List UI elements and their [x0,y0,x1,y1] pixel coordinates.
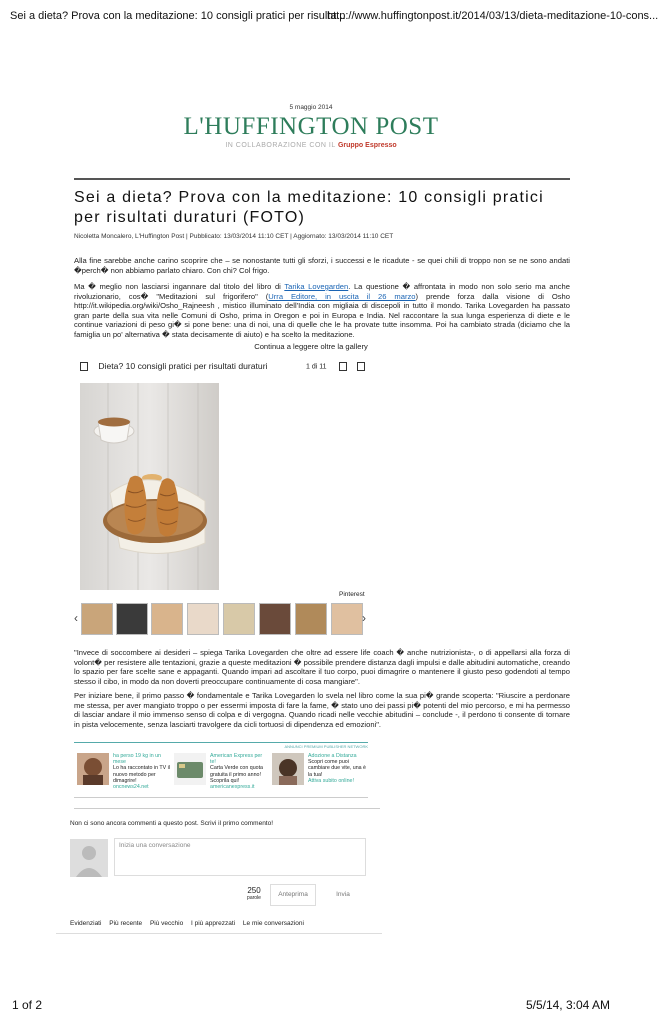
print-datetime: 5/5/14, 3:04 AM [525,998,610,1012]
masthead-date: 5 maggio 2014 [289,104,333,111]
avatar [70,839,108,877]
masthead-subtitle [0,142,622,149]
gallery-header [80,361,327,371]
ad-source[interactable]: oncnews24.net [113,784,149,791]
word-counter [244,886,264,901]
gallery-thumb[interactable] [116,603,148,635]
ad-image [272,753,304,785]
tab-piu-recente[interactable]: Più recente [109,920,143,927]
ad-text [113,753,171,790]
ad-image [174,753,206,785]
p2-text-a: Ma � meglio non lasciarsi ingannare dal titolo del libro di [74,282,285,291]
thumbs-left-arrow-icon[interactable]: ‹ [74,611,78,625]
gallery-expand-icon[interactable] [80,362,88,371]
article-paragraph-3: "Invece di soccombere ai desideri – spiega Tarika Lovegarden che oltre ad essere life coach � anche nutrizionista-, o di appellarsi alla forza di volont� per resistere alle tentazioni, grazie a queste meditazioni � possibile prendere distanza dagli impulsi e dalle abitudini automatiche, creando lo spazio per fare scelte sane e appaganti. Quando impari ad ascoltare il tuo corpo, puoi dimagrire o mantenere il giusto peso godendoti al tempo stesso il cibo, in modo da non doverti preoccupare continuamente di cosa mangiare". [74,648,570,686]
send-button[interactable]: Invia [320,884,366,906]
gallery-counter [306,362,365,371]
ad-headline[interactable]: American Express per te! [210,753,263,766]
article-paragraph-1: Alla fine sarebbe anche carino scoprire che – se nonostante tutti gli sforzi, i successi e le ricadute - se quei chili di troppo non se ne sono andati �perch� non abbiamo parlato chiaro. Con chi? Col frigo. [74,256,570,275]
sponsored-ads [74,742,368,798]
tab-evidenziati[interactable]: Evidenziati [70,920,102,927]
article-paragraph-4: Per iniziare bene, il primo passo � fondamentale e Tarika Lovegarden lo svela nel libro come la sua pi� grande scoperta: "Riuscire a perdonare me stessa, per aver mangiato troppo o per essermi imposta di fare la fame, � stato uno dei passi pi� potenti del mio percorso, e mi ha permesso di lasciar andare il mio immenso senso di colpa e di vergogna. Quando ricadi nelle vecchie abitudini – conclude -, il perdono ti consente di tornare in pista velocemente, senza lasciarti travolgere da cicli tortuosi di dipendenza ed emozioni". [74,691,570,729]
article-paragraph-2 [74,282,570,340]
pinterest-button[interactable]: Pinterest [339,591,365,598]
user-silhouette-icon [70,839,108,877]
ad-headline[interactable]: Adozione a Distanza [308,753,357,759]
preview-button[interactable]: Anteprima [270,884,316,906]
ad-image [77,753,109,785]
tab-mie-conversazioni[interactable]: Le mie conversazioni [242,920,304,927]
p2-text-b: . La questione � affrontata in modo non solo serio ma anche rivoluzionario, cos� "Meditazioni sul frigorifero" ( [74,282,570,301]
tabs-divider [56,933,382,934]
ad-text [210,753,268,790]
word-count-unit: parole [247,895,261,901]
gallery-next-icon[interactable] [357,362,365,371]
p2-text-c: ) prende forza dalla visione di Osho http://it.wikipedia.org/wiki/Osho_Rajneesh , mistico illuminato dell'India con migliaia di discepoli in tutto il mondo. Tarika Lovegarden ha passato gran parte della sua vita nelle Comuni di Osho, prima in Oregon e poi in Europa e India. Nel raccontare la sua lunga esperienza di diete e le continue variazioni di peso gi� si pone bene: una di noi, una di quelle che le ha provate tutte insomma. Poi ha cambiato strada (diciamo che la famiglia un po' alternativa � stata decisamente di aiuto) e ha scelto la meditazione. [74,291,570,339]
gallery-prev-icon[interactable] [339,362,347,371]
gallery-title: Dieta? 10 consigli pratici per risultati duraturi [98,361,268,371]
word-count: 250 [247,886,261,895]
ad-body: Lo ha raccontato in TV il nuovo metodo per dimagrire! [113,765,171,784]
article-byline: Nicoletta Moncalero, L'Huffington Post | Pubblicato: 13/03/2014 11:10 CET | Aggiornato: 13/03/2014 11:10 CET [74,233,394,240]
gallery-thumb[interactable] [187,603,219,635]
thumbs-right-arrow-icon[interactable]: › [362,611,366,625]
continue-reading: Continua a leggere oltre la gallery [254,342,368,351]
tab-piu-vecchio[interactable]: Più vecchio [149,920,184,927]
ad-source[interactable]: Attiva subito online! [308,777,354,784]
tab-piu-apprezzati[interactable]: I più apprezzati [191,920,236,927]
article-title: Sei a dieta? Prova con la meditazione: 10 consigli pratici per risultati duraturi (FOTO) [74,189,544,226]
ad-headline[interactable]: ha perso 19 kg in un mese [113,753,162,766]
no-comments-text: Non ci sono ancora commenti a questo post. Scrivi il primo commento! [70,820,274,827]
gallery-main-image[interactable] [80,383,219,590]
title-rule [74,178,570,180]
ad-body: Carta Verde con quota gratuita il primo anno! Scoprila qui! [210,765,264,784]
print-page-number: 1 of 2 [12,998,43,1012]
gallery-counter-text: 1 di 11 [306,363,327,371]
gallery-thumb[interactable] [259,603,291,635]
gallery-thumb[interactable] [81,603,113,635]
comments-divider [74,808,380,809]
gallery-thumb[interactable] [223,603,255,635]
ad-body: Scopri come puoi cambiare due vite, una è la tua! [308,759,367,778]
gallery-thumb[interactable] [295,603,327,635]
masthead-sub-text: IN COLLABORAZIONE CON IL [225,142,336,149]
ads-label: ANNUNCI PREMIUM PUBLISHER NETWORK [284,744,368,749]
comment-input[interactable]: Inizia una conversazione [114,838,366,876]
ad-text [308,753,366,784]
ad-source[interactable]: americanexpress.it [210,784,255,791]
huffington-post-logo[interactable]: L'HUFFINGTON POST [183,113,439,140]
gallery-thumbnail-strip [74,602,374,636]
comment-sort-tabs [70,920,310,927]
print-page-url: http://www.huffingtonpost.it/2014/03/13/dieta-meditazione-10-cons... [327,10,658,22]
tarika-lovegarden-link[interactable]: Tarika Lovegarden [284,282,349,291]
gallery-thumb[interactable] [331,603,363,635]
print-page-title: Sei a dieta? Prova con la meditazione: 10 consigli pratici per risulta... [10,10,346,22]
urra-editore-link[interactable]: Urra Editore, in uscita il 26 marzo [268,291,416,301]
gallery-thumb[interactable] [151,603,183,635]
gruppo-espresso-logo: Gruppo Espresso [337,142,397,149]
